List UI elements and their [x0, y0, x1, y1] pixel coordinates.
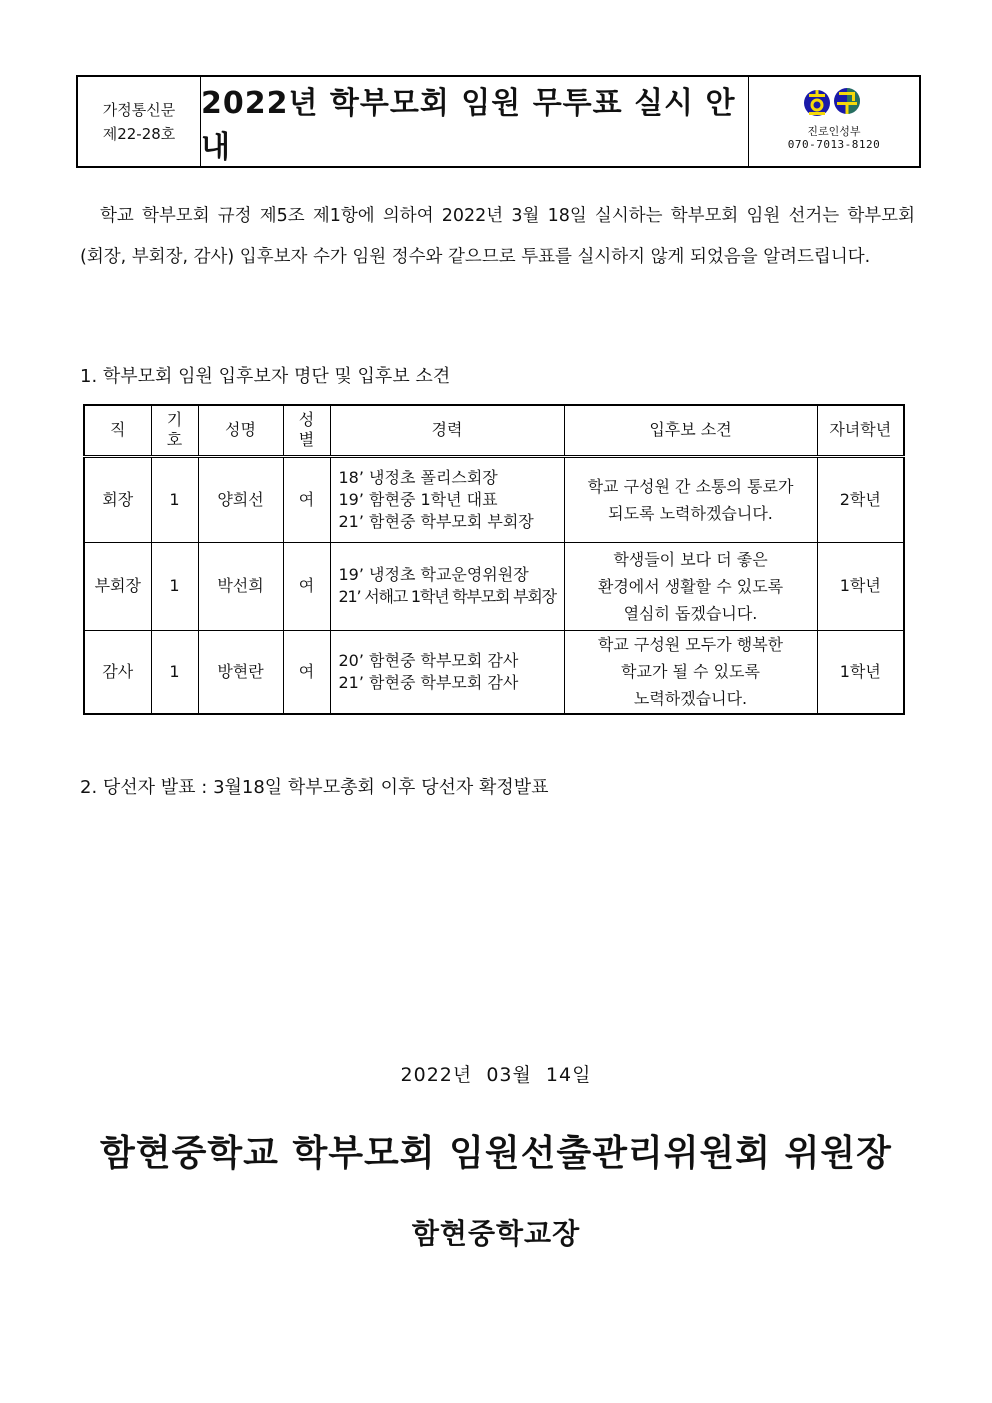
career-line: 19’ 냉정초 학교운영위원장 [338, 565, 529, 584]
principal-signature: 함현중학교장 [411, 1217, 581, 1250]
table-row [84, 542, 904, 630]
pledge-line: 학교 구성원 간 소통의 통로가 [587, 476, 794, 496]
school-logo-icon [803, 83, 865, 123]
header-grade: 자녀학년 [817, 405, 904, 456]
header-gender-top: 성 [298, 410, 315, 430]
cell-gender: 여 [283, 630, 330, 714]
table-row [84, 630, 904, 714]
cell-grade: 1학년 [817, 630, 904, 714]
header-pledge: 입후보 소견 [564, 405, 817, 456]
issue-date: 2022년 03월 14일 [400, 1064, 592, 1086]
cell-position: 감사 [84, 630, 151, 714]
header-number-bottom: 호 [166, 430, 183, 450]
school-contact [749, 77, 919, 166]
career-line: 21’ 함현중 학부모회 부회장 [338, 511, 534, 531]
cell-name: 박선희 [198, 542, 283, 630]
pledge-line: 열심히 돕겠습니다. [623, 603, 758, 623]
table-header-row [84, 405, 904, 456]
doc-type: 가정통신문 [102, 100, 176, 119]
header-name: 성명 [198, 405, 283, 456]
cell-gender: 여 [283, 542, 330, 630]
cell-name: 방현란 [198, 630, 283, 714]
cell-career [330, 456, 564, 542]
cell-pledge [564, 630, 817, 714]
career-line: 21’ 함현중 학부모회 감사 [338, 672, 519, 692]
cell-career [330, 542, 564, 630]
phone-number: 070-7013-8120 [787, 138, 881, 151]
cell-name: 양희선 [198, 456, 283, 542]
header-career: 경력 [330, 405, 564, 456]
pledge-line: 노력하겠습니다. [633, 689, 748, 709]
career-line: 18’ 냉정초 폴리스회장 [338, 467, 498, 487]
cell-number: 1 [151, 630, 198, 714]
page-title: 2022년 학부모회 임원 무투표 실시 안내 [201, 77, 749, 166]
doc-meta [78, 77, 201, 166]
cell-grade: 2학년 [817, 456, 904, 542]
doc-number: 제22-28호 [102, 124, 176, 143]
intro-paragraph [80, 196, 915, 278]
cell-number: 1 [151, 456, 198, 542]
header-gender-bottom: 별 [298, 430, 315, 450]
cell-position: 부회장 [84, 542, 151, 630]
table-row [84, 456, 904, 542]
header-position: 직 [84, 405, 151, 456]
pledge-line: 학교 구성원 모두가 행복한 [597, 635, 784, 655]
cell-gender: 여 [283, 456, 330, 542]
cell-pledge [564, 456, 817, 542]
intro-text: 학교 학부모회 규정 제5조 제1항에 의하여 2022년 3월 18일 실시하는 학부모회 임원 선거는 학부모회(회장, 부회장, 감사) 입후보자 수가 임원 정수와 같으므로 투표를 실시하지 않게 되었음을 알려드립니다. [80, 206, 915, 267]
pledge-line: 환경에서 생활할 수 있도록 [597, 576, 784, 596]
pledge-line: 학생들이 보다 더 좋은 [613, 549, 768, 569]
career-line: 20’ 함현중 학부모회 감사 [338, 650, 519, 670]
section-1-heading: 1. 학부모회 임원 입후보자 명단 및 입후보 소견 [80, 366, 451, 387]
committee-signature: 함현중학교 학부모회 임원선출관리위원회 위원장 [100, 1133, 892, 1174]
header-number [151, 405, 198, 456]
cell-number: 1 [151, 542, 198, 630]
cell-career [330, 630, 564, 714]
header-box [76, 75, 921, 168]
career-line: 19’ 함현중 1학년 대표 [338, 489, 498, 509]
department-name: 진로인성부 [807, 125, 861, 138]
header-number-top: 기 [166, 410, 183, 430]
candidate-table [83, 404, 905, 715]
cell-grade: 1학년 [817, 542, 904, 630]
pledge-line: 학교가 될 수 있도록 [621, 662, 760, 682]
career-line: 21’ 서해고 1학년 학부모회 부회장 [338, 587, 556, 606]
header-gender [283, 405, 330, 456]
cell-pledge [564, 542, 817, 630]
pledge-line: 되도록 노력하겠습니다. [608, 503, 773, 523]
section-2-heading: 2. 당선자 발표 : 3월18일 학부모총회 이후 당선자 확정발표 [80, 777, 549, 798]
cell-position: 회장 [84, 456, 151, 542]
